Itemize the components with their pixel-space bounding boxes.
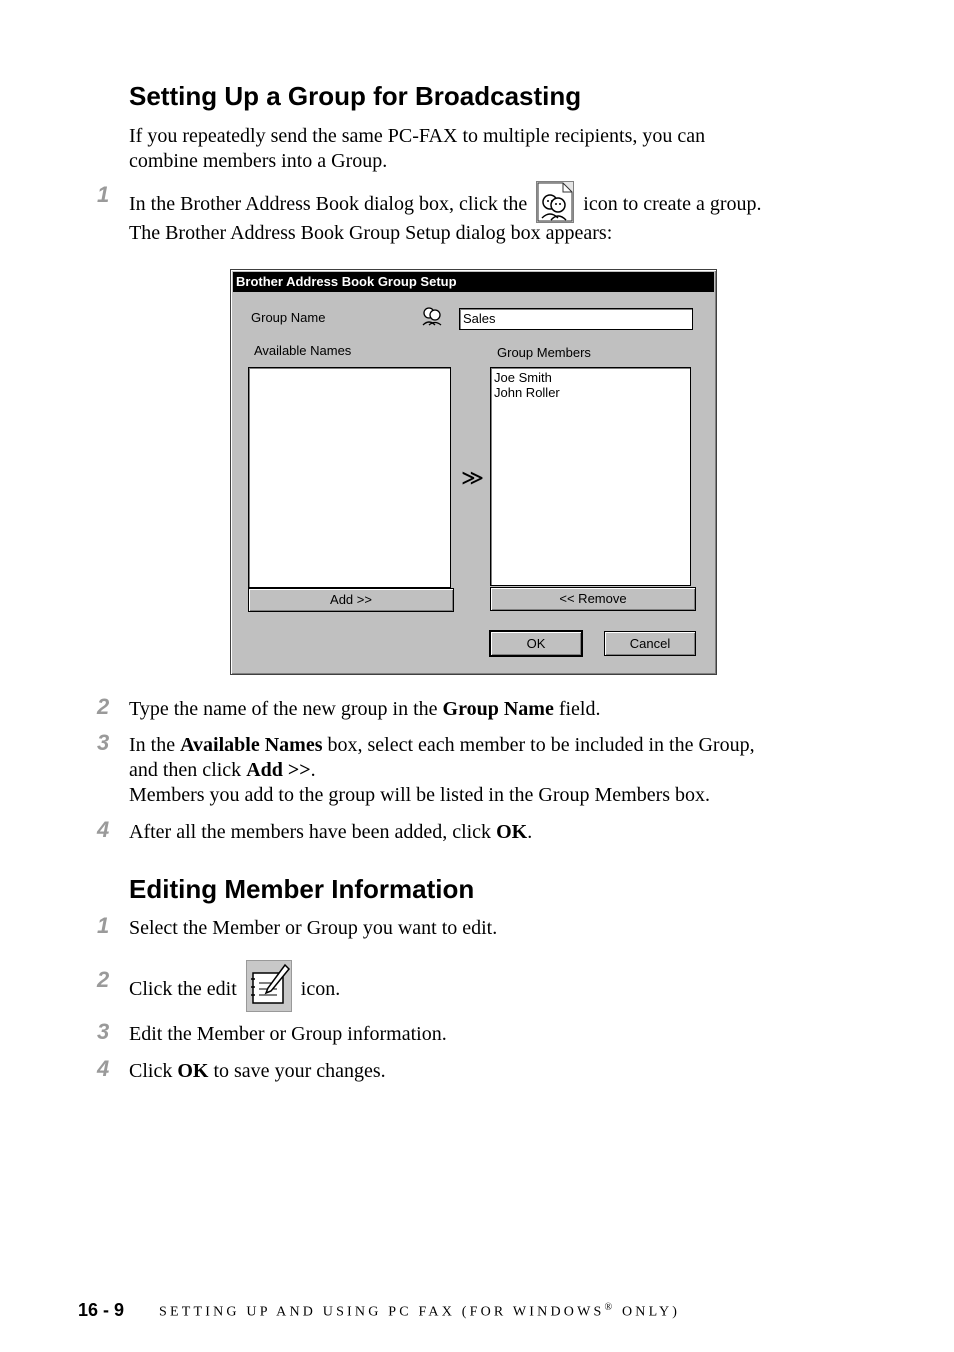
cancel-button[interactable]: Cancel	[604, 631, 696, 656]
group-members-label: Group Members	[497, 345, 591, 360]
step-2-text	[129, 697, 600, 722]
group-name-label: Group Name	[251, 310, 326, 325]
edit-icon	[246, 960, 292, 1012]
group-icon	[421, 306, 443, 329]
step-2-pre: Type the name of the new group in the	[129, 698, 443, 720]
step-1-text	[129, 181, 762, 224]
step-3-pre: In the	[129, 734, 181, 756]
edit-step-2-text	[129, 960, 340, 1015]
step-1-text-after: icon to create a group.	[583, 193, 762, 215]
edit-step-4-post: to save your changes.	[208, 1060, 386, 1082]
footer-reg-mark: ®	[604, 1302, 616, 1313]
section-heading-editing: Editing Member Information	[129, 874, 475, 904]
group-name-value: Sales	[463, 311, 496, 326]
edit-step-1-text: Select the Member or Group you want to edit.	[129, 917, 498, 939]
available-names-label: Available Names	[254, 343, 352, 358]
step-number: 2	[97, 694, 110, 719]
edit-step-2-before: Click the edit	[129, 978, 237, 1000]
step-number: 1	[97, 182, 110, 207]
step-2-post: field.	[553, 698, 601, 720]
step-3-line-1	[129, 733, 755, 758]
step-3-line2-pre: and then click	[129, 759, 247, 781]
edit-step-4-pre: Click	[129, 1060, 178, 1082]
step-number: 3	[97, 730, 110, 755]
add-button[interactable]: Add >>	[248, 588, 454, 612]
group-setup-icon	[536, 181, 574, 223]
intro-line-2: combine members into a Group.	[129, 150, 388, 172]
step-2-bold: Group Name	[442, 698, 554, 720]
available-names-list[interactable]	[248, 367, 451, 588]
remove-button[interactable]: << Remove	[490, 587, 696, 611]
step-3-line2-post: .	[310, 759, 316, 781]
step-4-pre: After all the members have been added, click	[129, 821, 497, 843]
step-3-line2-bold: Add >>	[246, 759, 311, 781]
step-number: 3	[97, 1019, 110, 1044]
ok-button[interactable]: OK	[490, 631, 582, 656]
footer-running-title	[159, 1302, 680, 1321]
page-number: 16 - 9	[78, 1300, 125, 1320]
edit-step-3-text: Edit the Member or Group information.	[129, 1023, 447, 1045]
step-4-post: .	[527, 821, 533, 843]
member-item[interactable]: John Roller	[494, 385, 560, 400]
step-3-line-3: Members you add to the group will be listed in the Group Members box.	[129, 784, 711, 806]
step-number: 4	[97, 1056, 110, 1081]
step-4-bold: OK	[496, 821, 528, 843]
step-number: 4	[97, 817, 110, 842]
footer-text-end: ONLY)	[615, 1304, 681, 1320]
step-number: 1	[97, 913, 110, 938]
transfer-arrow-icon: ≫	[461, 465, 485, 490]
edit-step-2-after: icon.	[300, 978, 341, 1000]
group-name-input[interactable]	[459, 308, 693, 330]
step-1-text-before: In the Brother Address Book dialog box, click the	[129, 193, 528, 215]
step-3-post: box, select each member to be included in the Group,	[322, 734, 755, 756]
step-3-line-2	[129, 758, 316, 783]
group-setup-dialog	[230, 269, 717, 675]
edit-step-4-bold: OK	[177, 1060, 209, 1082]
step-4-text	[129, 820, 532, 845]
step-number: 2	[97, 967, 110, 992]
member-item[interactable]: Joe Smith	[494, 370, 552, 385]
section-heading-broadcasting: Setting Up a Group for Broadcasting	[129, 81, 582, 111]
dialog-title-bar: Brother Address Book Group Setup	[233, 272, 714, 292]
intro-line-1: If you repeatedly send the same PC-FAX to multiple recipients, you can	[129, 125, 706, 147]
step-3-bold: Available Names	[180, 734, 323, 756]
edit-step-4-text	[129, 1059, 386, 1084]
footer-text-main: SETTING UP AND USING PC FAX (FOR WINDOWS	[159, 1304, 605, 1320]
group-members-list[interactable]	[490, 367, 691, 586]
step-1-note: The Brother Address Book Group Setup dialog box appears:	[129, 222, 613, 244]
